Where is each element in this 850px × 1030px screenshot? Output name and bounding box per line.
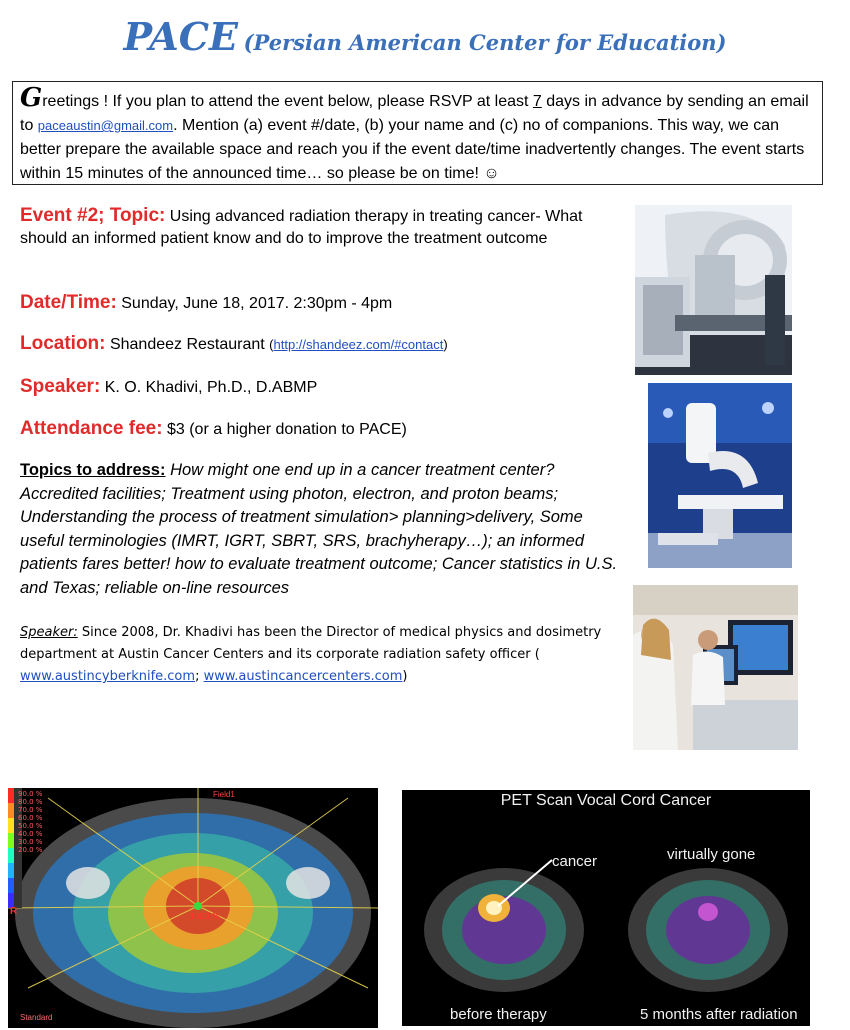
bio-label: Speaker:	[20, 625, 78, 640]
clinicians-photo	[633, 585, 798, 750]
dose-side-label: R	[10, 906, 18, 917]
greeting-box	[12, 81, 823, 185]
location-paren-open: (	[269, 337, 274, 352]
greeting-text-3: . Mention (a) event #/date, (b) your name and (c) no of companions. This way, we can better prepare the available space and reach you if the event date/time inadvertently changes. The event starts within 15 minutes of the announced time… so please be on time! ☺	[20, 117, 805, 182]
dose-legend-item: 40.0 %	[18, 830, 43, 838]
event-date	[20, 292, 392, 315]
dose-legend-item: 50.0 %	[18, 822, 43, 830]
fee-text: $3 (or a higher donation to PACE)	[162, 421, 407, 438]
bio-text: Since 2008, Dr. Khadivi has been the Director of medical physics and dosimetry department at Austin Cancer Centers and its corporate radiation safety officer (	[20, 625, 602, 662]
topics-text: How might one end up in a cancer treatment center? Accredited facilities; Treatment using photon, electron, and proton beams; Understanding the process of treatment simulation> planning>delivery, Some useful terminologies (IMRT, IGRT, SBRT, SRS, brachyherapy…); an informed patients fares better! how to evaluate treatment outcome; Cancer statistics in U.S. and Texas; reliable on-line resources	[20, 461, 618, 597]
greeting-text-1: reetings ! If you plan to attend the event below, please RSVP at least	[42, 93, 533, 110]
dose-legend-item: 30.0 %	[18, 838, 43, 846]
bio-link-cyberknife[interactable]: www.austincyberknife.com	[20, 669, 196, 684]
dose-legend-item: 60.0 %	[18, 814, 43, 822]
location-label: Location:	[20, 333, 106, 354]
dose-center-label: 102.3 %	[190, 912, 220, 921]
dose-legend-item: 80.0 %	[18, 798, 43, 806]
pet-label-gone: virtually gone	[667, 846, 756, 863]
dose-distribution-image	[8, 788, 378, 1028]
linac-photo	[635, 205, 792, 375]
title-main: PACE	[123, 14, 239, 59]
event-label: Event #2; Topic:	[20, 205, 166, 226]
fee-label: Attendance fee:	[20, 418, 163, 439]
page-title	[0, 14, 850, 59]
title-subtitle: (Persian American Center for Education)	[243, 30, 727, 55]
topics-section	[20, 459, 625, 600]
pet-title: PET Scan Vocal Cord Cancer	[500, 792, 712, 809]
pet-caption-before: before therapy	[450, 1006, 547, 1023]
cyberknife-photo	[648, 383, 792, 568]
greeting-text-2: days in advance by sending an email to	[20, 93, 809, 134]
event-location	[20, 333, 448, 356]
field-label: Field1	[213, 790, 235, 799]
greeting-dropcap: G	[20, 83, 43, 113]
pet-scan-image	[402, 790, 810, 1026]
pet-caption-after: 5 months after radiation	[640, 1006, 798, 1023]
date-label: Date/Time:	[20, 292, 117, 313]
speaker-text: K. O. Khadivi, Ph.D., D.ABMP	[100, 379, 318, 396]
date-text: Sunday, June 18, 2017. 2:30pm - 4pm	[116, 295, 393, 312]
email-link[interactable]: paceaustin@gmail.com	[37, 118, 174, 133]
bio-close: )	[402, 669, 408, 684]
location-text: Shandeez Restaurant	[105, 336, 270, 353]
dose-legend	[18, 790, 42, 854]
dose-bottom-label: Standard	[20, 1013, 53, 1022]
event-topic	[20, 205, 600, 250]
greeting-days: 7	[532, 93, 542, 110]
speaker-bio	[20, 622, 610, 688]
event-text: Using advanced radiation therapy in treating cancer- What should an informed patient know and do to improve the treatment outcome	[20, 208, 583, 247]
event-fee	[20, 418, 407, 441]
dose-legend-item: 90.0 %	[18, 790, 43, 798]
speaker-label: Speaker:	[20, 376, 101, 397]
dose-legend-item: 70.0 %	[18, 806, 43, 814]
location-paren-close: )	[443, 337, 448, 352]
bio-link-cancercenters[interactable]: www.austincancercenters.com	[203, 669, 403, 684]
event-speaker	[20, 376, 317, 399]
pet-label-cancer: cancer	[552, 853, 598, 870]
dose-legend-item: 20.0 %	[18, 846, 43, 854]
topics-label: Topics to address:	[20, 461, 166, 479]
bio-sep: ;	[195, 669, 204, 684]
location-link[interactable]: http://shandeez.com/#contact	[273, 337, 444, 352]
